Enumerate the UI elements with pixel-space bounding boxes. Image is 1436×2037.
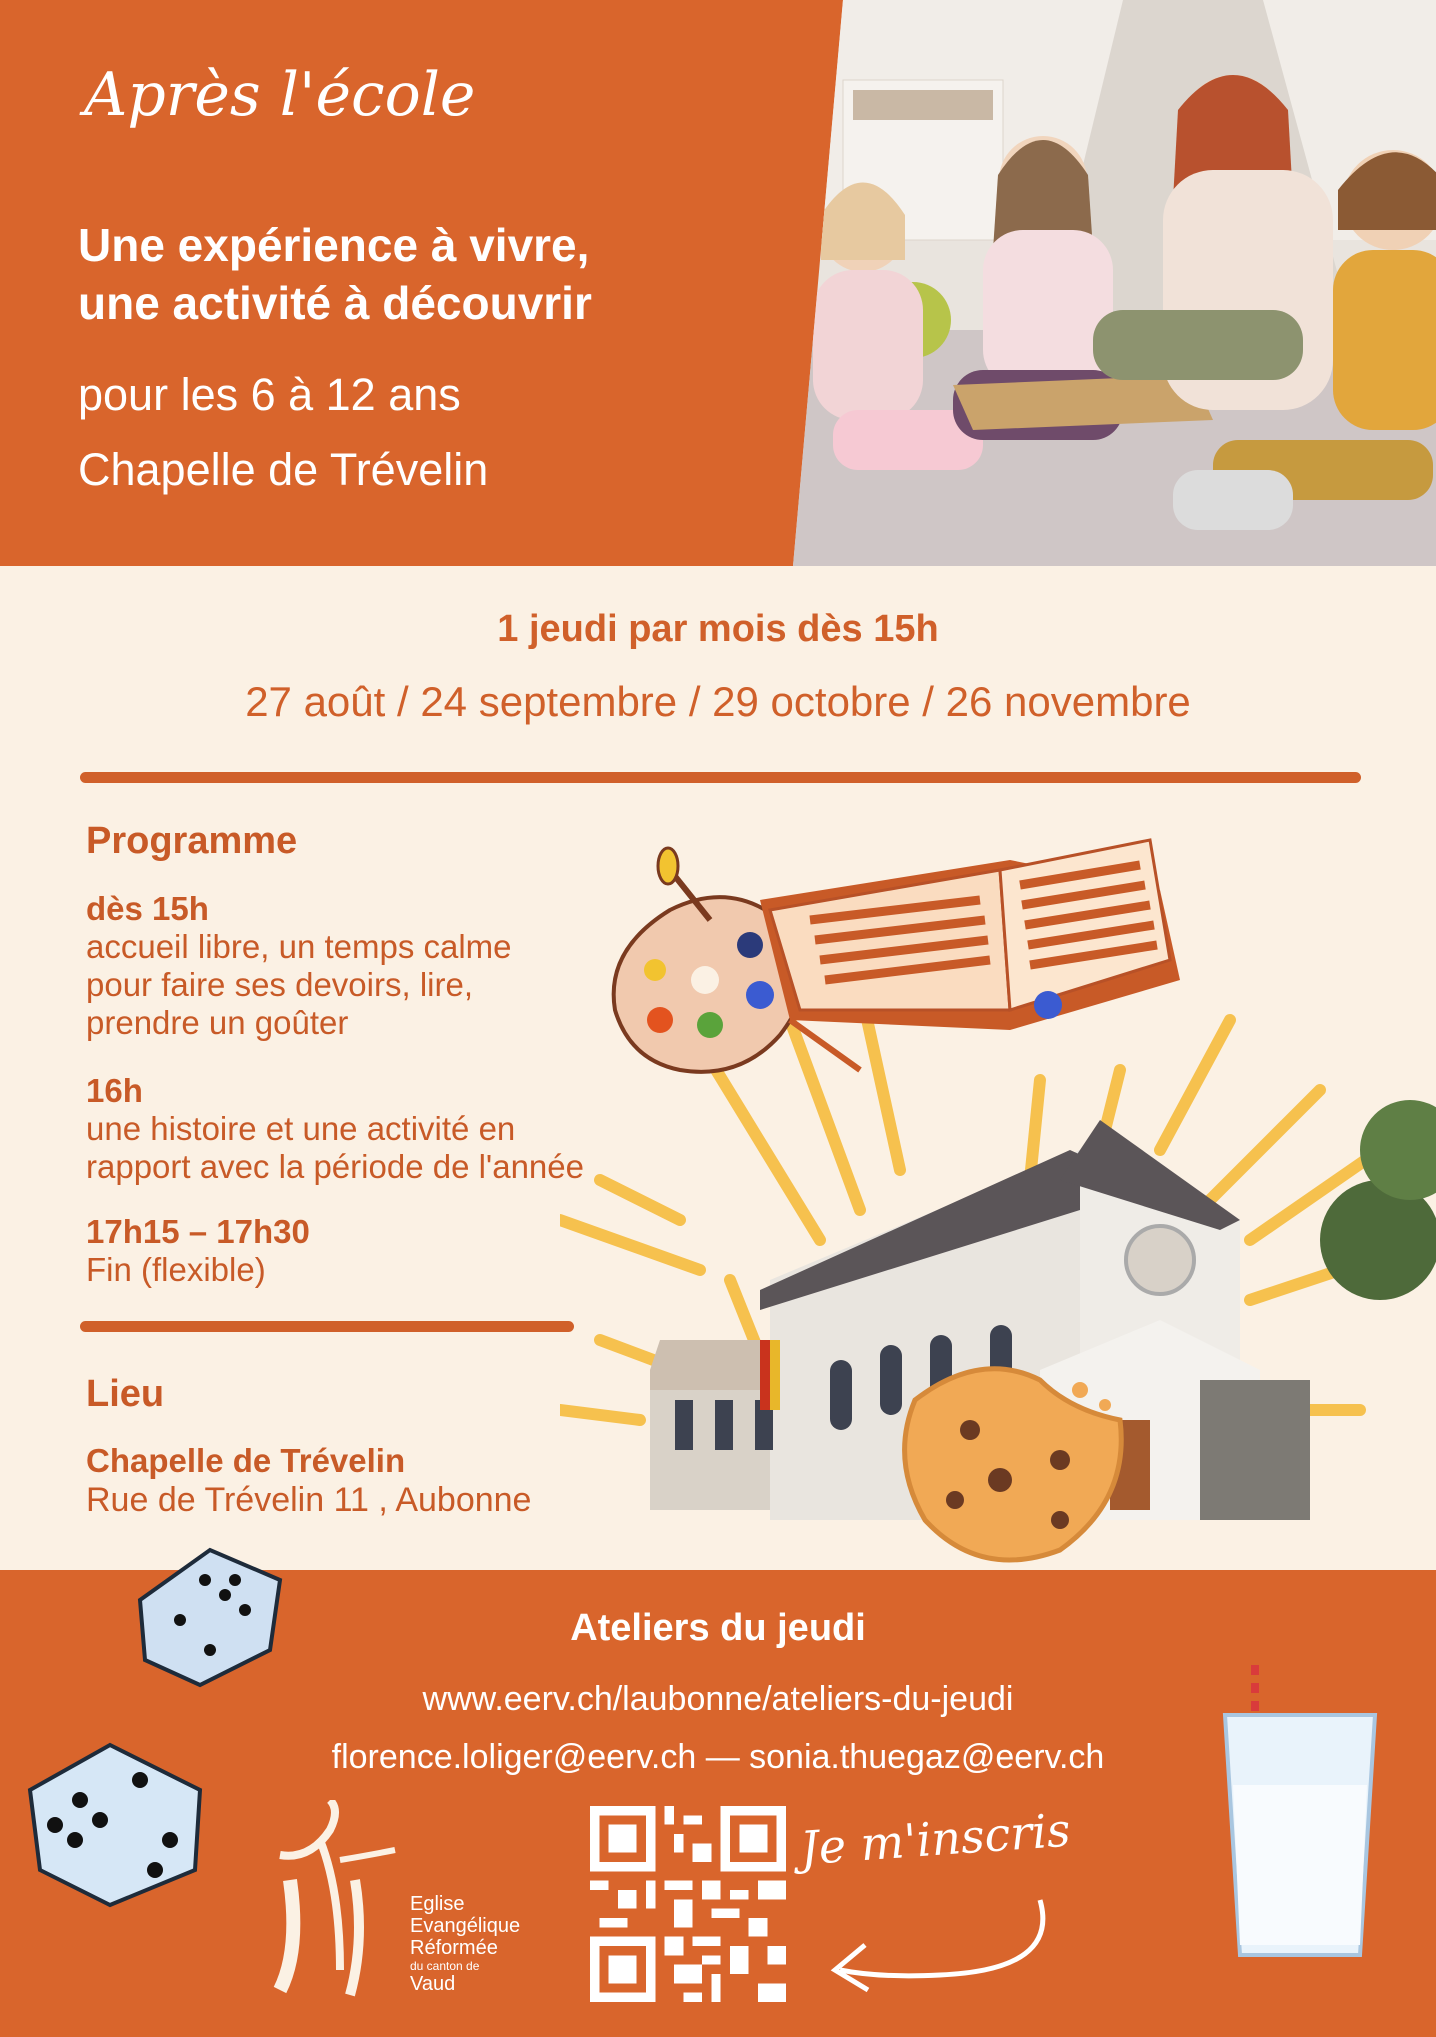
script-title: Après l'école: [84, 60, 476, 130]
eerv-logo-icon: [270, 1800, 400, 2000]
programme-text: rapport avec la période de l'année: [86, 1148, 584, 1185]
place-line: Chapelle de Trévelin: [78, 444, 489, 495]
logo-text-line: du canton de: [410, 1959, 480, 1973]
children-reading-photo: [793, 0, 1436, 566]
programme-text: pour faire ses devoirs, lire,: [86, 966, 473, 1003]
programme-time: dès 15h: [86, 890, 209, 927]
programme-text: accueil libre, un temps calme: [86, 928, 512, 965]
age-line: pour les 6 à 12 ans: [78, 369, 461, 420]
divider-mid: [80, 1321, 574, 1332]
dice-icon: [130, 1540, 290, 1690]
signup-script: Je m'inscris: [798, 1802, 1073, 1876]
dice-icon: [20, 1730, 210, 1910]
milk-glass-icon: [1215, 1665, 1385, 1965]
location-title: Lieu: [86, 1373, 165, 1415]
headline-line1: Une expérience à vivre,: [78, 219, 590, 271]
logo-text-line: Evangélique: [410, 1915, 521, 1937]
programme-time: 17h15 – 17h30: [86, 1213, 310, 1250]
chapel-illustration: [560, 820, 1436, 1580]
open-book-icon: [760, 840, 1180, 1030]
website-link[interactable]: www.eerv.ch/laubonne/ateliers-du-jeudi: [422, 1680, 1014, 1718]
divider-top: [80, 772, 1361, 783]
headline-line2: une activité à découvrir: [78, 277, 592, 329]
programme-title: Programme: [86, 820, 298, 862]
logo-text-line: Vaud: [410, 1973, 456, 1995]
frequency-line: 1 jeudi par mois dès 15h: [497, 608, 939, 650]
logo-text-line: Réformée: [410, 1937, 498, 1959]
programme-text: Fin (flexible): [86, 1251, 266, 1288]
location-address: Rue de Trévelin 11 , Aubonne: [86, 1481, 532, 1519]
arrow-icon: [820, 1890, 1060, 2000]
logo-text: [410, 1893, 520, 1995]
location-name: Chapelle de Trévelin: [86, 1442, 406, 1479]
programme-time: 16h: [86, 1072, 143, 1109]
programme-text: prendre un goûter: [86, 1004, 349, 1041]
footer-title: Ateliers du jeudi: [570, 1607, 866, 1649]
contact-emails[interactable]: florence.loliger@eerv.ch — sonia.thuegaz@eerv.ch: [331, 1738, 1105, 1776]
qr-code[interactable]: [590, 1806, 786, 2002]
dates-line: 27 août / 24 septembre / 29 octobre / 26 novembre: [245, 678, 1191, 725]
logo-text-line: Eglise: [410, 1893, 465, 1915]
programme-text: une histoire et une activité en: [86, 1110, 516, 1147]
